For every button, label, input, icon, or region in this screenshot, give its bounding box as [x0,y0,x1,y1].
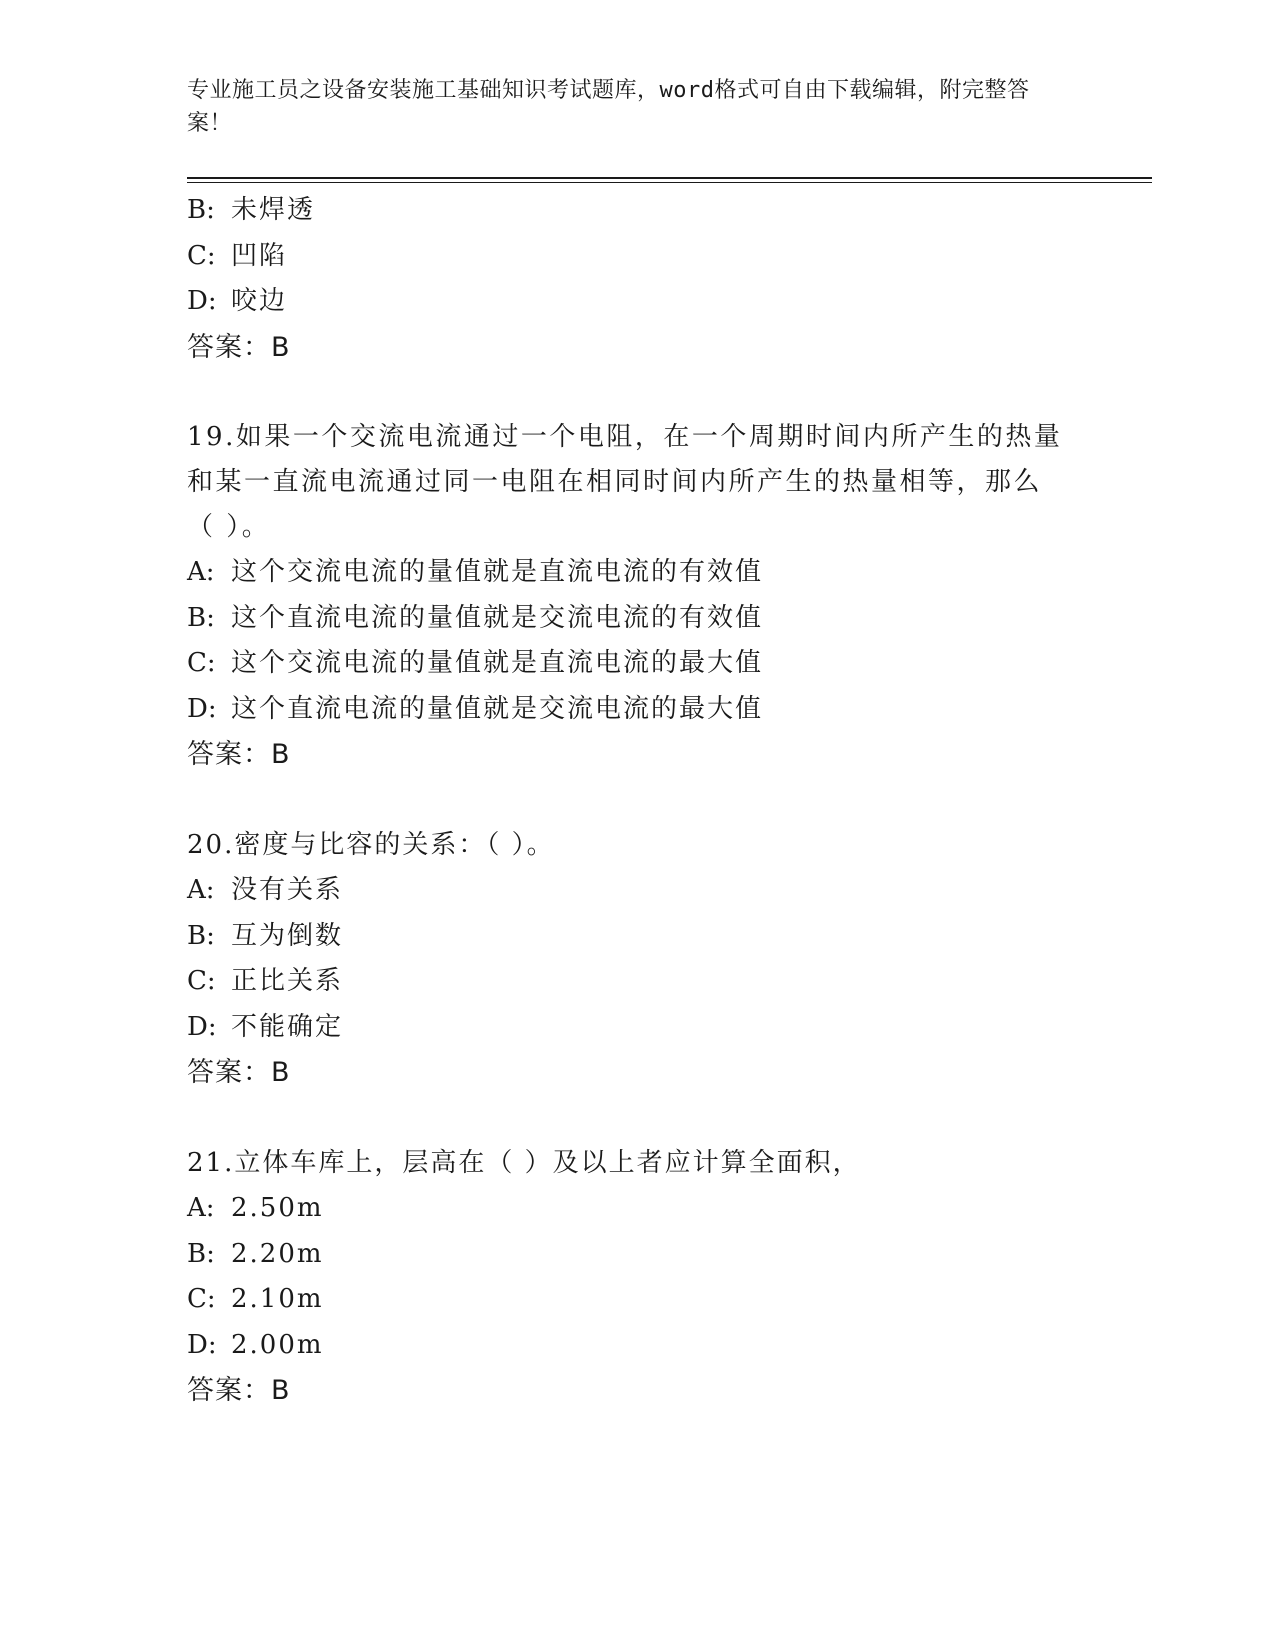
document-header: 专业施工员之设备安装施工基础知识考试题库，word格式可自由下载编辑，附完整答案！ [187,78,1030,136]
option-a [187,1186,1087,1232]
option-d [187,1005,1087,1051]
option-letter: D: [187,286,217,316]
option-c [187,641,1087,687]
option-b [187,596,1087,642]
option-b [187,914,1087,960]
option-text: 未焊透 [231,195,316,225]
question-18-continuation [187,188,1087,370]
option-text: 这个直流电流的量值就是交流电流的有效值 [231,602,764,633]
spacer [187,778,1087,823]
option-letter: B: [187,195,215,225]
option-text: 2.20m [231,1238,324,1269]
option-text: 咬边 [231,286,288,316]
option-letter: C: [187,240,216,271]
option-letter: D: [187,1329,217,1360]
option-text: 没有关系 [231,875,344,905]
option-text: 2.10m [231,1284,324,1314]
option-letter: D: [187,1011,217,1042]
spacer [187,370,1087,415]
option-letter: C: [187,648,216,678]
header-divider-thick [187,177,1152,179]
option-text: 这个直流电流的量值就是交流电流的最大值 [231,693,764,724]
option-c [187,1277,1087,1323]
option-text: 这个交流电流的量值就是直流电流的有效值 [231,557,764,587]
question-stem: 20.密度与比容的关系：（ ）。 [187,829,555,860]
option-a [187,868,1087,914]
question-19 [187,415,1087,778]
question-content [187,188,1087,1414]
question-20 [187,823,1087,1096]
answer-line: 答案：B [187,331,291,363]
answer-line: 答案：B [187,739,291,770]
option-text: 凹陷 [231,240,288,271]
question-stem: 19.如果一个交流电流通过一个电阻，在一个周期时间内所产生的热量和某一直流电流通过同一电阻在相同时间内所产生的热量相等，那么（ ）。 [187,422,1063,542]
option-text: 互为倒数 [231,920,344,951]
option-letter: B: [187,602,215,633]
header-divider-thin [187,182,1152,183]
option-letter: A: [187,1193,215,1223]
option-b [187,188,1087,234]
option-letter: B: [187,1238,215,1269]
option-c [187,234,1087,280]
option-d [187,279,1087,325]
option-d [187,1323,1087,1369]
question-21 [187,1141,1087,1414]
option-letter: A: [187,875,215,905]
option-d [187,687,1087,733]
answer-line: 答案：B [187,1057,291,1088]
option-letter: C: [187,1284,216,1314]
option-text: 2.00m [231,1329,324,1360]
spacer [187,1096,1087,1141]
option-letter: B: [187,920,215,951]
answer-line: 答案：B [187,1375,291,1406]
option-letter: A: [187,557,215,587]
option-letter: C: [187,966,216,996]
option-text: 2.50m [231,1193,324,1223]
option-b [187,1232,1087,1278]
option-text: 不能确定 [231,1011,344,1042]
option-a [187,550,1087,596]
option-letter: D: [187,693,217,724]
option-c [187,959,1087,1005]
option-text: 正比关系 [231,966,344,996]
question-stem: 21.立体车库上，层高在（ ）及以上者应计算全面积， [187,1147,861,1178]
option-text: 这个交流电流的量值就是直流电流的最大值 [231,648,764,678]
